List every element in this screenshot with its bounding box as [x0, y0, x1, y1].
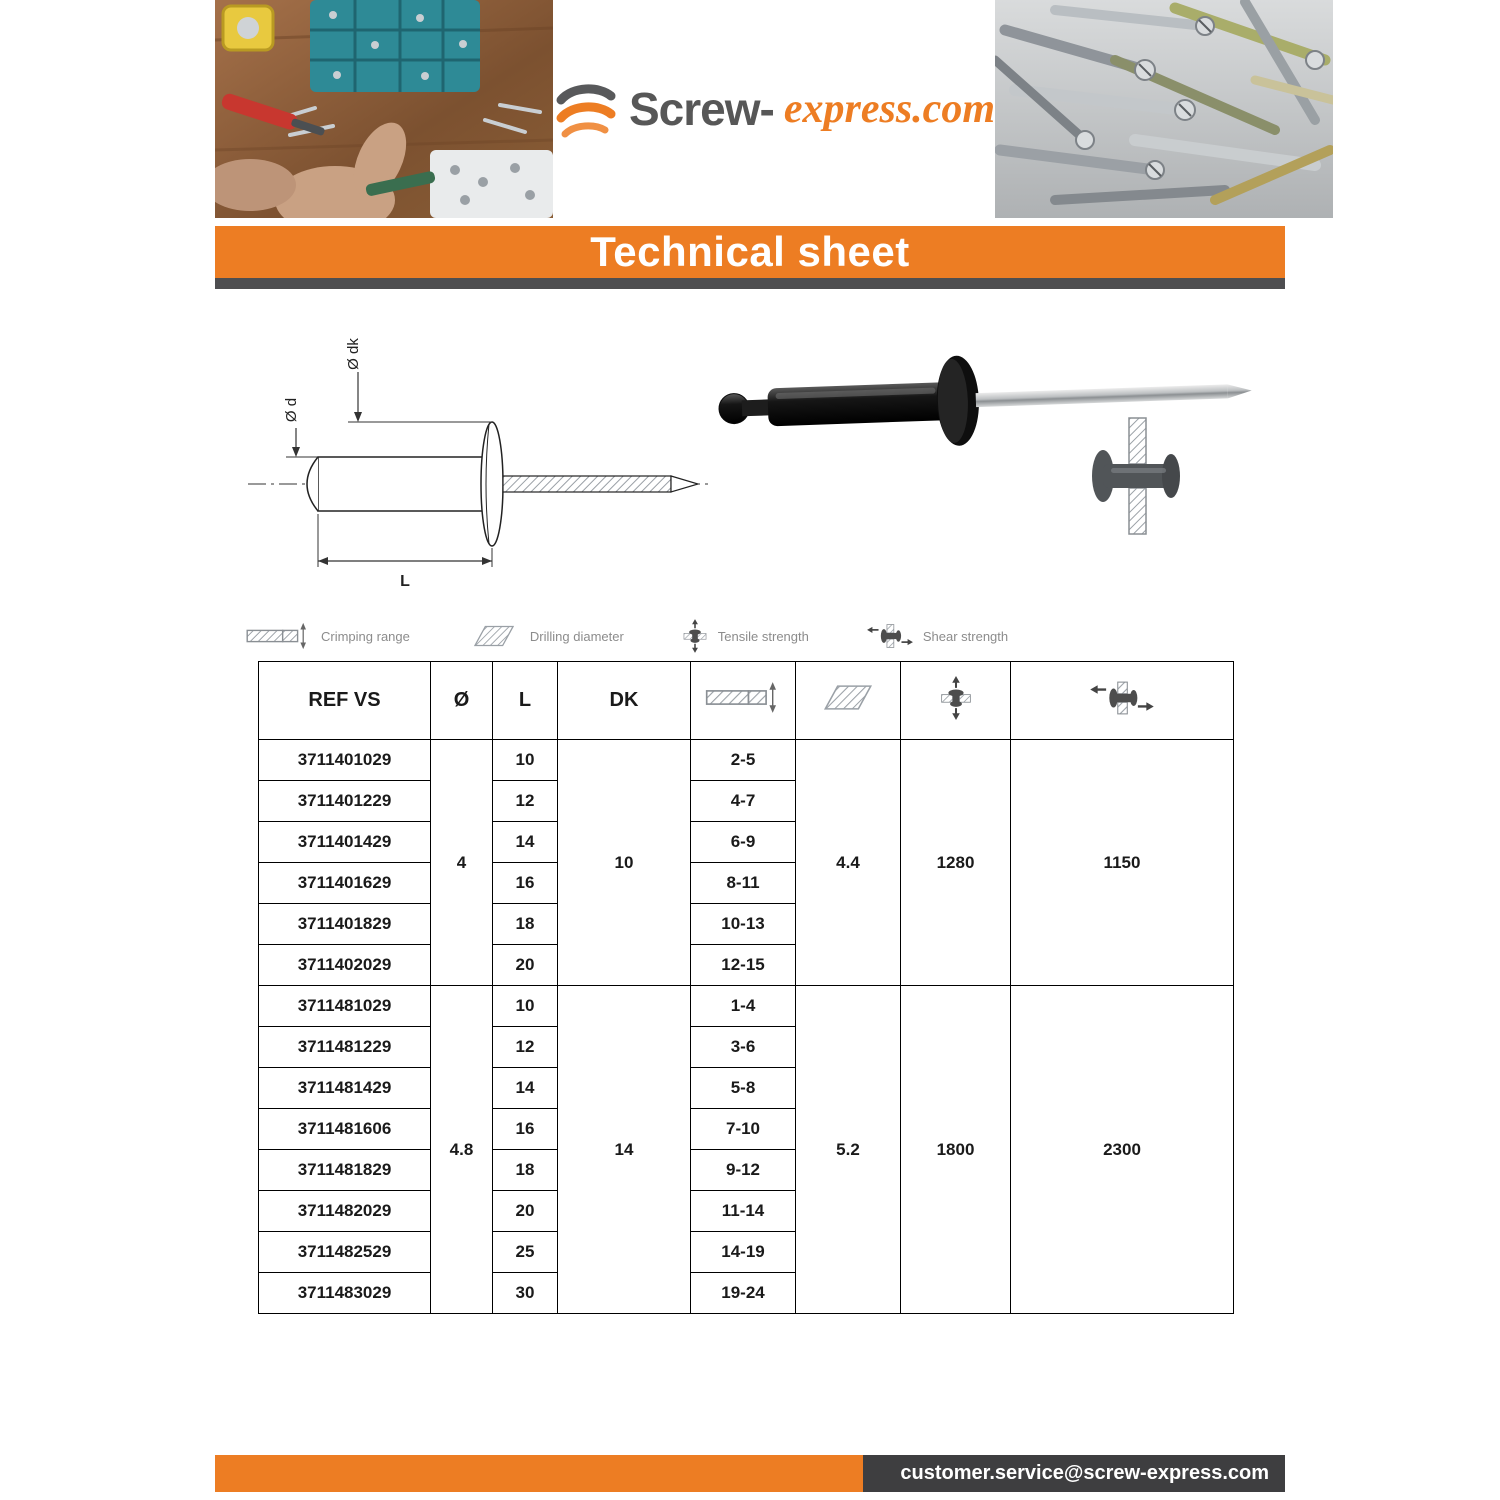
banner-strip: [215, 278, 1285, 289]
dim-label-l: L: [400, 573, 410, 590]
crimp-cell: 11-14: [691, 1191, 796, 1232]
dk-cell: 14: [558, 986, 691, 1314]
crimp-cell: 1-4: [691, 986, 796, 1027]
legend-shear-strength: [867, 623, 1008, 649]
header-diameter: Ø: [431, 662, 493, 740]
legend-tensile-strength: [682, 619, 809, 653]
ref-cell: 3711481229: [259, 1027, 431, 1068]
ref-cell: 3711481606: [259, 1109, 431, 1150]
crimp-cell: 14-19: [691, 1232, 796, 1273]
legend-label: Shear strength: [922, 628, 1009, 644]
dim-label-dk: Ø dk: [345, 338, 362, 370]
header-dk: DK: [558, 662, 691, 740]
length-cell: 14: [493, 1068, 558, 1109]
header-ref: REF VS: [259, 662, 431, 740]
length-cell: 12: [493, 1027, 558, 1068]
crimp-cell: 8-11: [691, 863, 796, 904]
tensile-cell: 1280: [901, 740, 1011, 986]
length-cell: 18: [493, 904, 558, 945]
legend-crimping-range: [245, 622, 410, 650]
ref-cell: 3711482029: [259, 1191, 431, 1232]
table-row: [259, 740, 1234, 781]
footer-contact: [863, 1455, 1285, 1492]
length-cell: 10: [493, 986, 558, 1027]
crimp-cell: 4-7: [691, 781, 796, 822]
legend: [215, 619, 1285, 653]
header-shear-strength: [1011, 662, 1234, 740]
crimp-cell: 7-10: [691, 1109, 796, 1150]
ref-cell: 3711401229: [259, 781, 431, 822]
title-banner: [215, 226, 1285, 278]
page-title: Technical sheet: [590, 228, 910, 275]
legend-label: Drilling diameter: [529, 628, 624, 644]
header-crimping-range: [691, 662, 796, 740]
crimp-cell: 3-6: [691, 1027, 796, 1068]
dim-label-d: Ø d: [283, 397, 300, 423]
ref-cell: 3711483029: [259, 1273, 431, 1314]
tensile-cell: 1800: [901, 986, 1011, 1314]
ref-cell: 3711401629: [259, 863, 431, 904]
sheet-content: [215, 0, 1285, 1314]
footer-accent-segment: [215, 1455, 863, 1492]
ref-cell: 3711401429: [259, 822, 431, 863]
crimp-cell: 2-5: [691, 740, 796, 781]
header: [215, 0, 1285, 226]
screw-express-logo-icon: [553, 80, 619, 138]
drilling-cell: 4.4: [796, 740, 901, 986]
ref-cell: 3711481029: [259, 986, 431, 1027]
ref-cell: 3711481429: [259, 1068, 431, 1109]
shear-strength-icon: [867, 623, 913, 649]
length-cell: 16: [493, 1109, 558, 1150]
length-cell: 12: [493, 781, 558, 822]
header-tensile-strength: [901, 662, 1011, 740]
tensile-strength-icon: [939, 676, 973, 720]
logo-text-accent: express.com: [783, 86, 995, 132]
figures-section: [215, 289, 1285, 619]
ref-cell: 3711482529: [259, 1232, 431, 1273]
crimp-cell: 19-24: [691, 1273, 796, 1314]
ref-cell: 3711481829: [259, 1150, 431, 1191]
table-row: [259, 986, 1234, 1027]
installed-rivet-diagram: [1083, 414, 1193, 539]
drilling-diameter-icon: [468, 623, 520, 649]
crimp-cell: 10-13: [691, 904, 796, 945]
crimping-range-icon: [704, 681, 782, 714]
shear-cell: 1150: [1011, 740, 1234, 986]
shear-strength-icon: [1090, 680, 1154, 716]
rivet-technical-drawing: [240, 324, 720, 614]
crimping-range-icon: [245, 622, 311, 650]
length-cell: 25: [493, 1232, 558, 1273]
footer-bar: [215, 1455, 1285, 1492]
length-cell: 18: [493, 1150, 558, 1191]
ref-cell: 3711401029: [259, 740, 431, 781]
header-drilling-diameter: [796, 662, 901, 740]
customer-service-email: customer.service@screw-express.com: [900, 1462, 1269, 1484]
header-length: L: [493, 662, 558, 740]
length-cell: 30: [493, 1273, 558, 1314]
drilling-diameter-icon: [817, 682, 879, 713]
spec-table: [258, 661, 1234, 1314]
diameter-cell: 4.8: [431, 986, 493, 1314]
legend-drilling-diameter: [468, 623, 624, 649]
screws-pile-photo: [995, 0, 1333, 218]
length-cell: 20: [493, 945, 558, 986]
crimp-cell: 9-12: [691, 1150, 796, 1191]
table-header-row: [259, 662, 1234, 740]
ref-cell: 3711402029: [259, 945, 431, 986]
logo-text-dark: Screw-: [629, 83, 774, 135]
dk-cell: 10: [558, 740, 691, 986]
workbench-photo: [215, 0, 553, 218]
drilling-cell: 5.2: [796, 986, 901, 1314]
legend-label: Tensile strength: [717, 628, 809, 644]
crimp-cell: 12-15: [691, 945, 796, 986]
crimp-cell: 5-8: [691, 1068, 796, 1109]
screws-pile-art: [995, 0, 1333, 218]
logo: [553, 0, 995, 218]
ref-cell: 3711401829: [259, 904, 431, 945]
workbench-photo-art: [215, 0, 553, 218]
diameter-cell: 4: [431, 740, 493, 986]
tensile-strength-icon: [682, 619, 708, 653]
length-cell: 20: [493, 1191, 558, 1232]
length-cell: 16: [493, 863, 558, 904]
length-cell: 10: [493, 740, 558, 781]
legend-label: Crimping range: [321, 628, 410, 644]
length-cell: 14: [493, 822, 558, 863]
crimp-cell: 6-9: [691, 822, 796, 863]
shear-cell: 2300: [1011, 986, 1234, 1314]
